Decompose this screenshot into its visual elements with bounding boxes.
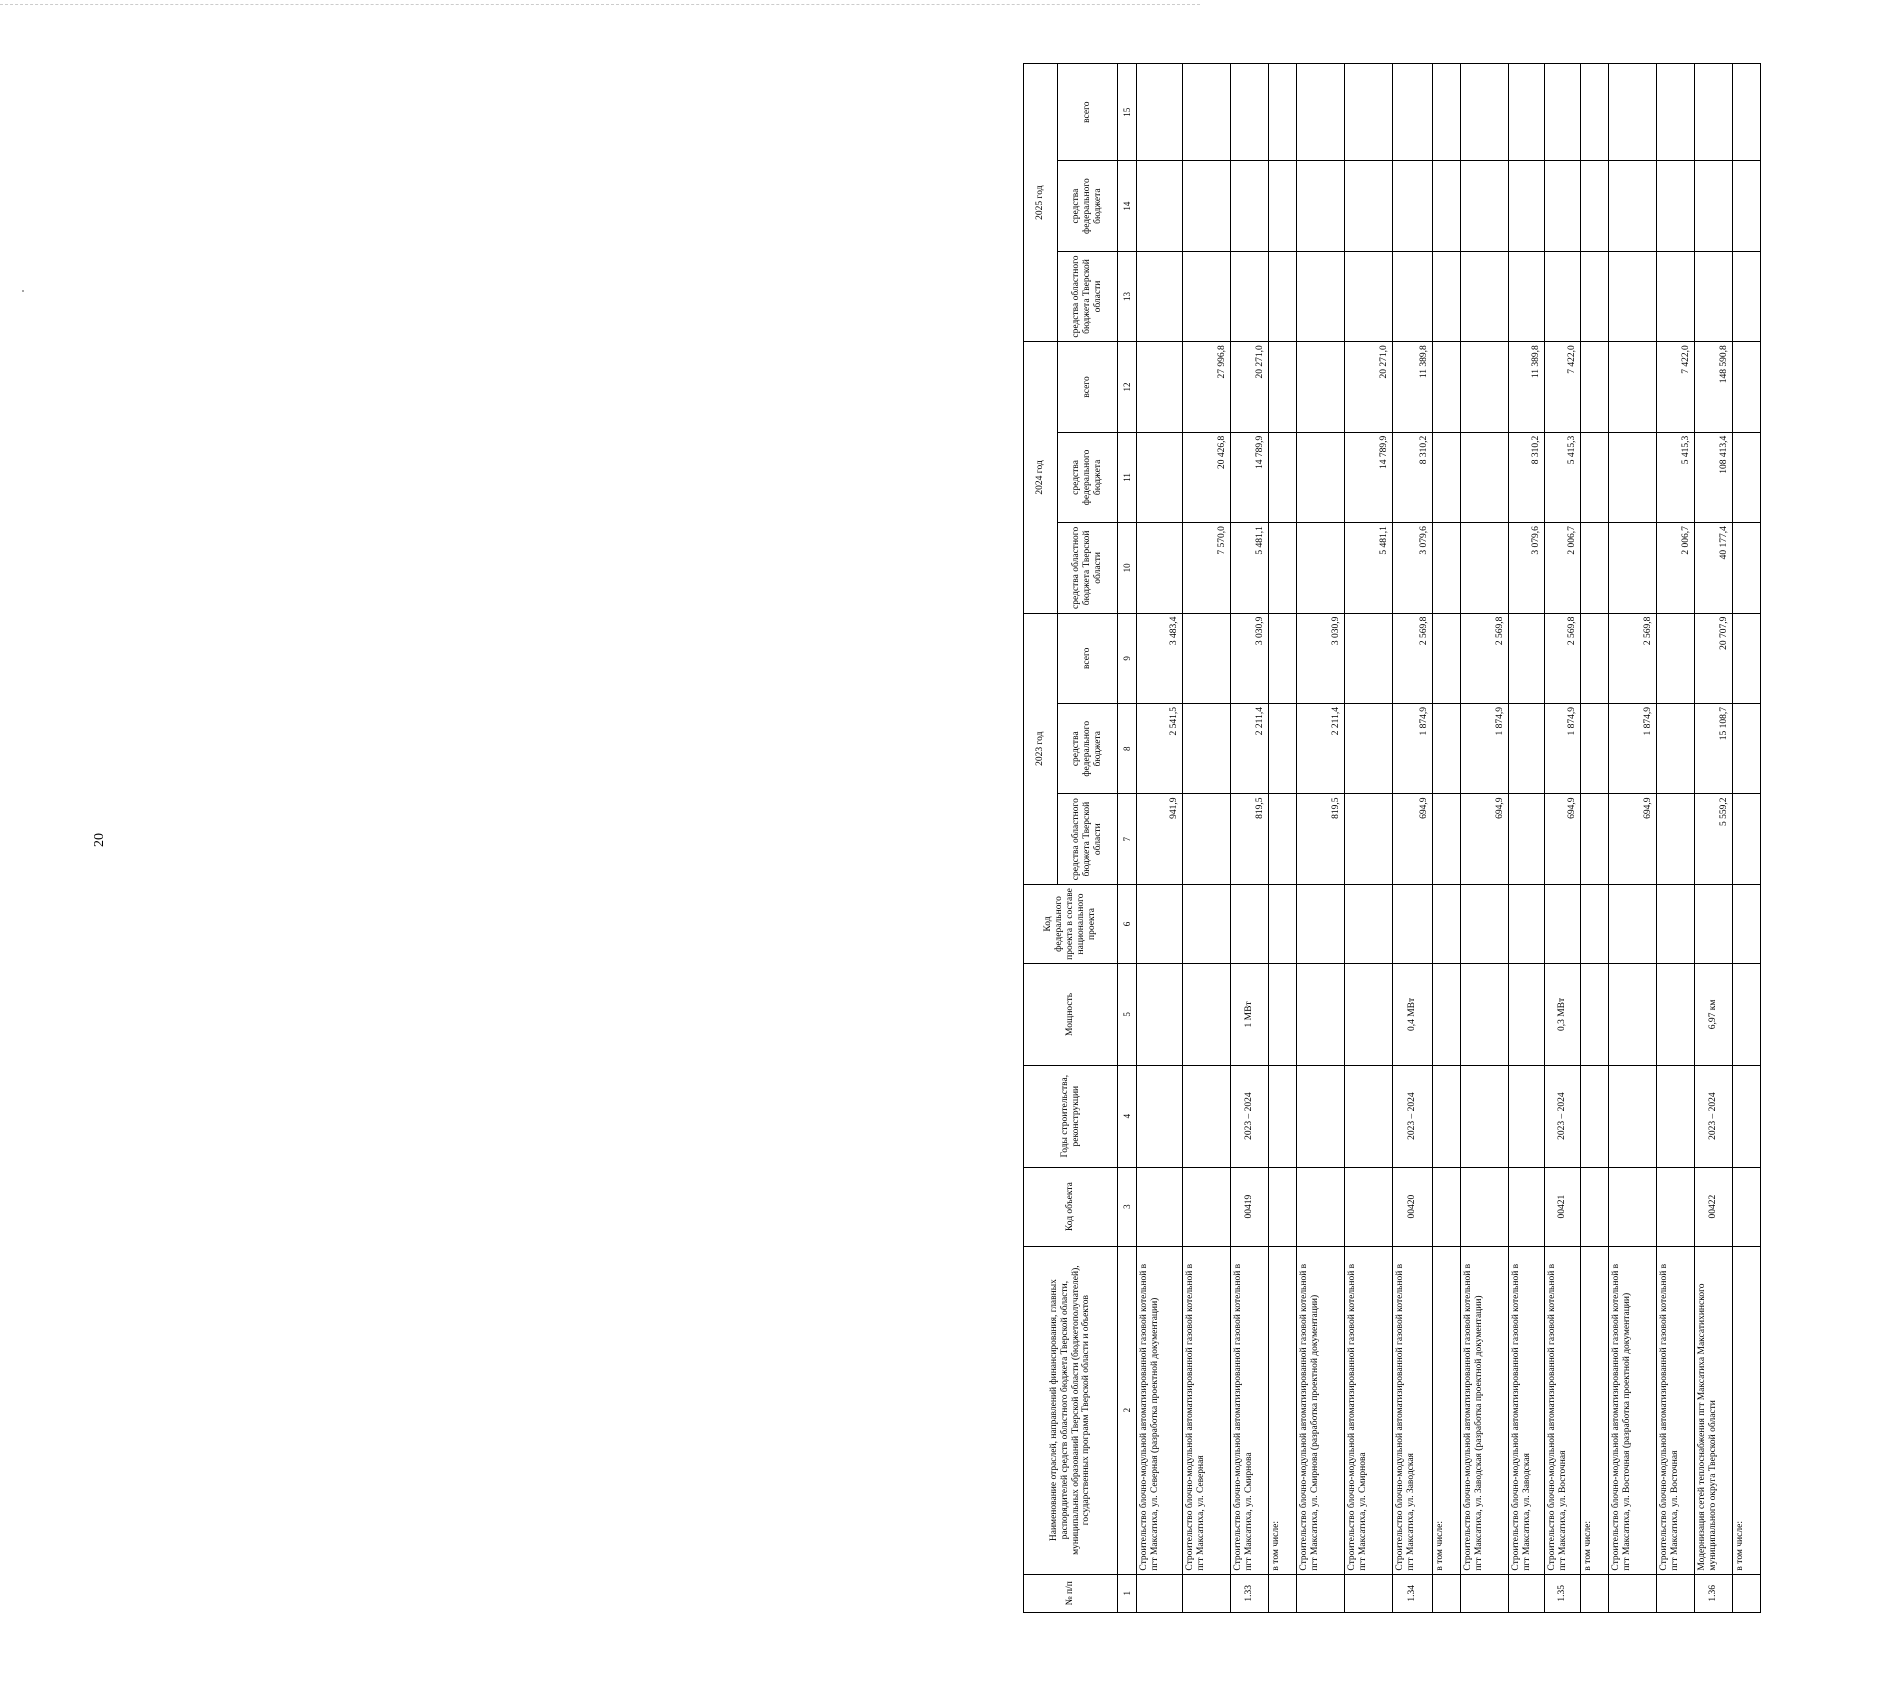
column-number: 8 [1118,704,1137,794]
value-2024-total: 27 996,8 [1183,342,1231,432]
value-2025-federal [1345,161,1393,251]
row-federal-project-code [1657,884,1695,963]
column-number: 12 [1118,342,1137,432]
value-2025-regional [1545,251,1581,341]
row-number [1345,1574,1393,1612]
column-number: 1 [1118,1574,1137,1612]
value-2023-total [1509,613,1545,703]
row-object-code [1433,1167,1461,1246]
row-federal-project-code [1137,884,1183,963]
value-2024-total [1581,342,1609,432]
value-2025-regional [1137,251,1183,341]
row-name: в том числе: [1433,1246,1461,1574]
value-2023-regional [1433,794,1461,884]
row-years: 2023 – 2024 [1695,1065,1733,1167]
header-2025-regional: средства областного бюджета Тверской области [1058,251,1118,341]
row-power [1657,964,1695,1066]
value-2025-regional [1461,251,1509,341]
value-2024-total: 20 271,0 [1231,342,1269,432]
row-name: Строительство блочно-модульной автоматизированной газовой котельной в пгт Максатиха, ул. Северная [1183,1246,1231,1574]
value-2025-federal [1137,161,1183,251]
table-row [1657,64,1695,1613]
table-row [1297,64,1345,1613]
row-years [1733,1065,1761,1167]
value-2023-regional: 694,9 [1393,794,1433,884]
row-years [1345,1065,1393,1167]
value-2024-federal [1297,432,1345,522]
value-2025-regional [1433,251,1461,341]
value-2024-total: 11 389,8 [1393,342,1433,432]
value-2025-federal [1393,161,1433,251]
value-2025-regional [1657,251,1695,341]
value-2025-total [1657,64,1695,161]
value-2025-total [1433,64,1461,161]
value-2025-total [1695,64,1733,161]
row-number: 1.34 [1393,1574,1433,1612]
value-2023-total: 20 707,9 [1695,613,1733,703]
value-2023-regional [1345,794,1393,884]
value-2024-regional [1581,523,1609,613]
value-2024-federal: 14 789,9 [1345,432,1393,522]
header-year-2024: 2024 год [1024,342,1058,613]
row-number [1297,1574,1345,1612]
value-2024-regional: 3 079,6 [1509,523,1545,613]
value-2023-total [1183,613,1231,703]
value-2024-federal: 14 789,9 [1231,432,1269,522]
value-2024-federal [1733,432,1761,522]
value-2025-federal [1733,161,1761,251]
row-object-code [1733,1167,1761,1246]
row-federal-project-code [1231,884,1269,963]
row-years [1461,1065,1509,1167]
value-2025-total [1269,64,1297,161]
value-2025-federal [1269,161,1297,251]
value-2023-federal: 1 874,9 [1545,704,1581,794]
row-federal-project-code [1509,884,1545,963]
value-2025-total [1137,64,1183,161]
header-name: Наименование отраслей, направлений финансирования, главных распорядителей средств областного бюджета Тверской области, муниципальных образований Тверской области (бюджетополучателей), государственных программ Тверской области и объектов [1024,1246,1118,1574]
value-2025-federal [1183,161,1231,251]
value-2023-federal: 2 211,4 [1231,704,1269,794]
row-power [1269,964,1297,1066]
value-2025-federal [1609,161,1657,251]
value-2025-total [1461,64,1509,161]
value-2024-total: 20 271,0 [1345,342,1393,432]
value-2025-federal [1297,161,1345,251]
row-federal-project-code [1581,884,1609,963]
value-2023-regional [1269,794,1297,884]
row-number [1733,1574,1761,1612]
row-power: 1 МВт [1231,964,1269,1066]
value-2023-federal [1733,704,1761,794]
column-number: 14 [1118,161,1137,251]
row-number [1657,1574,1695,1612]
row-object-code [1269,1167,1297,1246]
row-name: Строительство блочно-модульной автоматизированной газовой котельной в пгт Максатиха, ул. Северная (разработка проектной документации) [1137,1246,1183,1574]
row-object-code [1297,1167,1345,1246]
header-2023-federal: средства федерального бюджета [1058,704,1118,794]
value-2024-regional: 3 079,6 [1393,523,1433,613]
row-federal-project-code [1269,884,1297,963]
value-2025-total [1231,64,1269,161]
value-2024-total: 11 389,8 [1509,342,1545,432]
value-2025-regional [1345,251,1393,341]
header-power: Мощность [1024,964,1118,1066]
row-name: Строительство блочно-модульной автоматизированной газовой котельной в пгт Максатиха, ул. Восточная [1657,1246,1695,1574]
row-years: 2023 – 2024 [1231,1065,1269,1167]
row-years [1609,1065,1657,1167]
value-2024-regional: 2 006,7 [1545,523,1581,613]
value-2024-regional: 5 481,1 [1231,523,1269,613]
value-2024-total [1609,342,1657,432]
value-2023-regional [1509,794,1545,884]
row-years [1657,1065,1695,1167]
value-2023-regional [1183,794,1231,884]
column-number: 2 [1118,1246,1137,1574]
row-number: 1.33 [1231,1574,1269,1612]
table-row [1183,64,1231,1613]
value-2025-regional [1581,251,1609,341]
value-2024-total: 7 422,0 [1657,342,1695,432]
value-2024-regional [1297,523,1345,613]
value-2023-federal [1269,704,1297,794]
value-2023-regional [1733,794,1761,884]
row-power [1137,964,1183,1066]
row-power [1581,964,1609,1066]
value-2024-federal [1609,432,1657,522]
row-power [1609,964,1657,1066]
value-2023-regional: 694,9 [1609,794,1657,884]
row-number [1609,1574,1657,1612]
table-row [1695,64,1733,1613]
value-2025-federal [1509,161,1545,251]
row-name: Строительство блочно-модульной автоматизированной газовой котельной в пгт Максатиха, ул. Заводская (разработка проектной документации) [1461,1246,1509,1574]
value-2024-regional: 5 481,1 [1345,523,1393,613]
row-power [1345,964,1393,1066]
row-number [1137,1574,1183,1612]
column-number: 7 [1118,794,1137,884]
value-2023-federal [1433,704,1461,794]
row-name: в том числе: [1581,1246,1609,1574]
value-2023-federal [1509,704,1545,794]
value-2024-federal [1269,432,1297,522]
row-object-code [1609,1167,1657,1246]
value-2024-regional: 40 177,4 [1695,523,1733,613]
value-2023-total [1657,613,1695,703]
value-2024-regional [1433,523,1461,613]
row-power [1297,964,1345,1066]
table-body [1137,64,1761,1613]
header-2023-total: всего [1058,613,1118,703]
row-name: Строительство блочно-модульной автоматизированной газовой котельной в пгт Максатиха, ул. Смирнова [1345,1246,1393,1574]
value-2024-total [1733,342,1761,432]
row-power: 0,4 МВт [1393,964,1433,1066]
value-2024-total: 148 590,8 [1695,342,1733,432]
table-row [1393,64,1433,1613]
value-2023-total [1269,613,1297,703]
value-2024-total [1297,342,1345,432]
column-number: 3 [1118,1167,1137,1246]
row-federal-project-code [1433,884,1461,963]
value-2023-federal: 15 108,7 [1695,704,1733,794]
value-2025-federal [1433,161,1461,251]
row-name: Строительство блочно-модульной автоматизированной газовой котельной в пгт Максатиха, ул. Заводская [1509,1246,1545,1574]
header-years: Годы строительства, реконструкции [1024,1065,1118,1167]
value-2025-federal [1461,161,1509,251]
value-2024-regional [1609,523,1657,613]
value-2025-regional [1733,251,1761,341]
value-2024-total [1137,342,1183,432]
table-row [1545,64,1581,1613]
value-2025-total [1183,64,1231,161]
value-2023-federal [1183,704,1231,794]
column-number: 13 [1118,251,1137,341]
row-power [1433,964,1461,1066]
value-2023-federal: 1 874,9 [1461,704,1509,794]
value-2023-federal: 2 211,4 [1297,704,1345,794]
value-2025-regional [1609,251,1657,341]
column-number: 11 [1118,432,1137,522]
value-2024-federal: 5 415,3 [1545,432,1581,522]
value-2025-total [1393,64,1433,161]
header-2023-regional: средства областного бюджета Тверской области [1058,794,1118,884]
value-2025-federal [1695,161,1733,251]
value-2025-total [1345,64,1393,161]
value-2025-total [1509,64,1545,161]
value-2023-total: 2 569,8 [1461,613,1509,703]
table-row [1137,64,1183,1613]
value-2023-federal [1581,704,1609,794]
table-row [1509,64,1545,1613]
table-row [1609,64,1657,1613]
value-2023-total: 2 569,8 [1545,613,1581,703]
value-2024-federal: 8 310,2 [1393,432,1433,522]
header-2024-total: всего [1058,342,1118,432]
row-name: Строительство блочно-модульной автоматизированной газовой котельной в пгт Максатиха, ул. Восточная (разработка проектной документации) [1609,1246,1657,1574]
row-object-code [1657,1167,1695,1246]
value-2025-federal [1657,161,1695,251]
row-number [1461,1574,1509,1612]
column-number-row [1118,64,1137,1613]
table-row [1269,64,1297,1613]
row-power [1733,964,1761,1066]
row-years [1269,1065,1297,1167]
row-object-code: 00421 [1545,1167,1581,1246]
row-federal-project-code [1461,884,1509,963]
value-2024-total [1269,342,1297,432]
column-number: 10 [1118,523,1137,613]
row-name: Строительство блочно-модульной автоматизированной газовой котельной в пгт Максатиха, ул. Смирнова (разработка проектной документации) [1297,1246,1345,1574]
value-2023-federal [1657,704,1695,794]
row-years [1433,1065,1461,1167]
value-2023-federal: 1 874,9 [1609,704,1657,794]
header-2025-federal: средства федерального бюджета [1058,161,1118,251]
table-row [1433,64,1461,1613]
table-row [1461,64,1509,1613]
value-2024-regional [1461,523,1509,613]
budget-table [1023,63,1761,1613]
value-2024-total [1461,342,1509,432]
row-number [1269,1574,1297,1612]
value-2025-regional [1231,251,1269,341]
row-name: Строительство блочно-модульной автоматизированной газовой котельной в пгт Максатиха, ул. Заводская [1393,1246,1433,1574]
value-2024-regional [1137,523,1183,613]
value-2024-federal [1581,432,1609,522]
row-number [1509,1574,1545,1612]
row-power: 0,3 МВт [1545,964,1581,1066]
value-2024-federal: 5 415,3 [1657,432,1695,522]
scan-top-edge [0,0,1200,5]
value-2024-total: 7 422,0 [1545,342,1581,432]
row-name: Строительство блочно-модульной автоматизированной газовой котельной в пгт Максатиха, ул. Восточная [1545,1246,1581,1574]
row-object-code: 00419 [1231,1167,1269,1246]
row-federal-project-code [1733,884,1761,963]
value-2025-regional [1269,251,1297,341]
value-2023-total [1433,613,1461,703]
header-2024-regional: средства областного бюджета Тверской области [1058,523,1118,613]
value-2024-total [1433,342,1461,432]
table-row [1345,64,1393,1613]
row-object-code [1183,1167,1231,1246]
header-federal-project-code: Код федерального проекта в составе национального проекта [1024,884,1118,963]
row-federal-project-code [1183,884,1231,963]
row-years: 2023 – 2024 [1393,1065,1433,1167]
row-years [1137,1065,1183,1167]
value-2025-regional [1297,251,1345,341]
value-2025-total [1609,64,1657,161]
row-object-code [1461,1167,1509,1246]
value-2023-regional: 819,5 [1297,794,1345,884]
row-years [1509,1065,1545,1167]
value-2023-total [1581,613,1609,703]
row-number [1433,1574,1461,1612]
value-2025-total [1545,64,1581,161]
row-number: 1.35 [1545,1574,1581,1612]
row-federal-project-code [1695,884,1733,963]
value-2023-regional [1581,794,1609,884]
column-number: 9 [1118,613,1137,703]
value-2025-federal [1581,161,1609,251]
value-2025-total [1581,64,1609,161]
table-row [1231,64,1269,1613]
header-year-2025: 2025 год [1024,64,1058,342]
value-2023-regional: 819,5 [1231,794,1269,884]
value-2024-regional [1733,523,1761,613]
row-federal-project-code [1393,884,1433,963]
row-years [1581,1065,1609,1167]
row-years: 2023 – 2024 [1545,1065,1581,1167]
row-number [1183,1574,1231,1612]
column-number: 5 [1118,964,1137,1066]
scan-speck [22,290,24,292]
row-power [1183,964,1231,1066]
row-object-code [1581,1167,1609,1246]
header-2025-total: всего [1058,64,1118,161]
column-number: 4 [1118,1065,1137,1167]
row-name: в том числе: [1733,1246,1761,1574]
value-2023-total: 2 569,8 [1609,613,1657,703]
value-2023-total: 3 030,9 [1231,613,1269,703]
value-2023-regional [1657,794,1695,884]
row-object-code [1137,1167,1183,1246]
header-number: № п/п [1024,1574,1118,1612]
table-row [1581,64,1609,1613]
row-federal-project-code [1345,884,1393,963]
row-federal-project-code [1297,884,1345,963]
value-2025-total [1297,64,1345,161]
value-2023-total: 2 569,8 [1393,613,1433,703]
rotated-table-container [1023,63,1881,1613]
value-2023-total: 3 483,4 [1137,613,1183,703]
row-power [1461,964,1509,1066]
value-2024-federal [1433,432,1461,522]
value-2024-regional: 2 006,7 [1657,523,1695,613]
page-number: 20 [92,833,107,847]
row-object-code: 00422 [1695,1167,1733,1246]
value-2025-regional [1509,251,1545,341]
table-header [1024,64,1137,1613]
column-number: 15 [1118,64,1137,161]
value-2024-federal [1461,432,1509,522]
value-2023-federal: 2 541,5 [1137,704,1183,794]
value-2024-federal: 8 310,2 [1509,432,1545,522]
value-2024-federal [1137,432,1183,522]
row-years [1297,1065,1345,1167]
row-power: 6,97 км [1695,964,1733,1066]
header-object-code: Код объекта [1024,1167,1118,1246]
value-2025-regional [1695,251,1733,341]
value-2023-total: 3 030,9 [1297,613,1345,703]
value-2023-federal: 1 874,9 [1393,704,1433,794]
row-federal-project-code [1545,884,1581,963]
row-name: Строительство блочно-модульной автоматизированной газовой котельной в пгт Максатиха, ул. Смирнова [1231,1246,1269,1574]
row-name: Модернизация сетей теплоснабжения пгт Максатиха Максатихинского муниципального округа Тверской области [1695,1246,1733,1574]
value-2024-regional: 7 570,0 [1183,523,1231,613]
row-object-code [1509,1167,1545,1246]
value-2025-regional [1393,251,1433,341]
value-2024-regional [1269,523,1297,613]
value-2023-total [1345,613,1393,703]
header-2024-federal: средства федерального бюджета [1058,432,1118,522]
row-power [1509,964,1545,1066]
value-2025-federal [1231,161,1269,251]
row-object-code: 00420 [1393,1167,1433,1246]
row-number [1581,1574,1609,1612]
row-object-code [1345,1167,1393,1246]
value-2023-total [1733,613,1761,703]
value-2023-federal [1345,704,1393,794]
value-2023-regional: 941,9 [1137,794,1183,884]
table-row [1733,64,1761,1613]
row-federal-project-code [1609,884,1657,963]
header-year-2023: 2023 год [1024,613,1058,884]
row-years [1183,1065,1231,1167]
column-number: 6 [1118,884,1137,963]
value-2025-total [1733,64,1761,161]
value-2025-regional [1183,251,1231,341]
value-2025-federal [1545,161,1581,251]
value-2024-federal: 108 413,4 [1695,432,1733,522]
value-2024-federal: 20 426,8 [1183,432,1231,522]
value-2023-regional: 694,9 [1461,794,1509,884]
row-name: в том числе: [1269,1246,1297,1574]
row-number: 1.36 [1695,1574,1733,1612]
value-2023-regional: 5 559,2 [1695,794,1733,884]
value-2023-regional: 694,9 [1545,794,1581,884]
